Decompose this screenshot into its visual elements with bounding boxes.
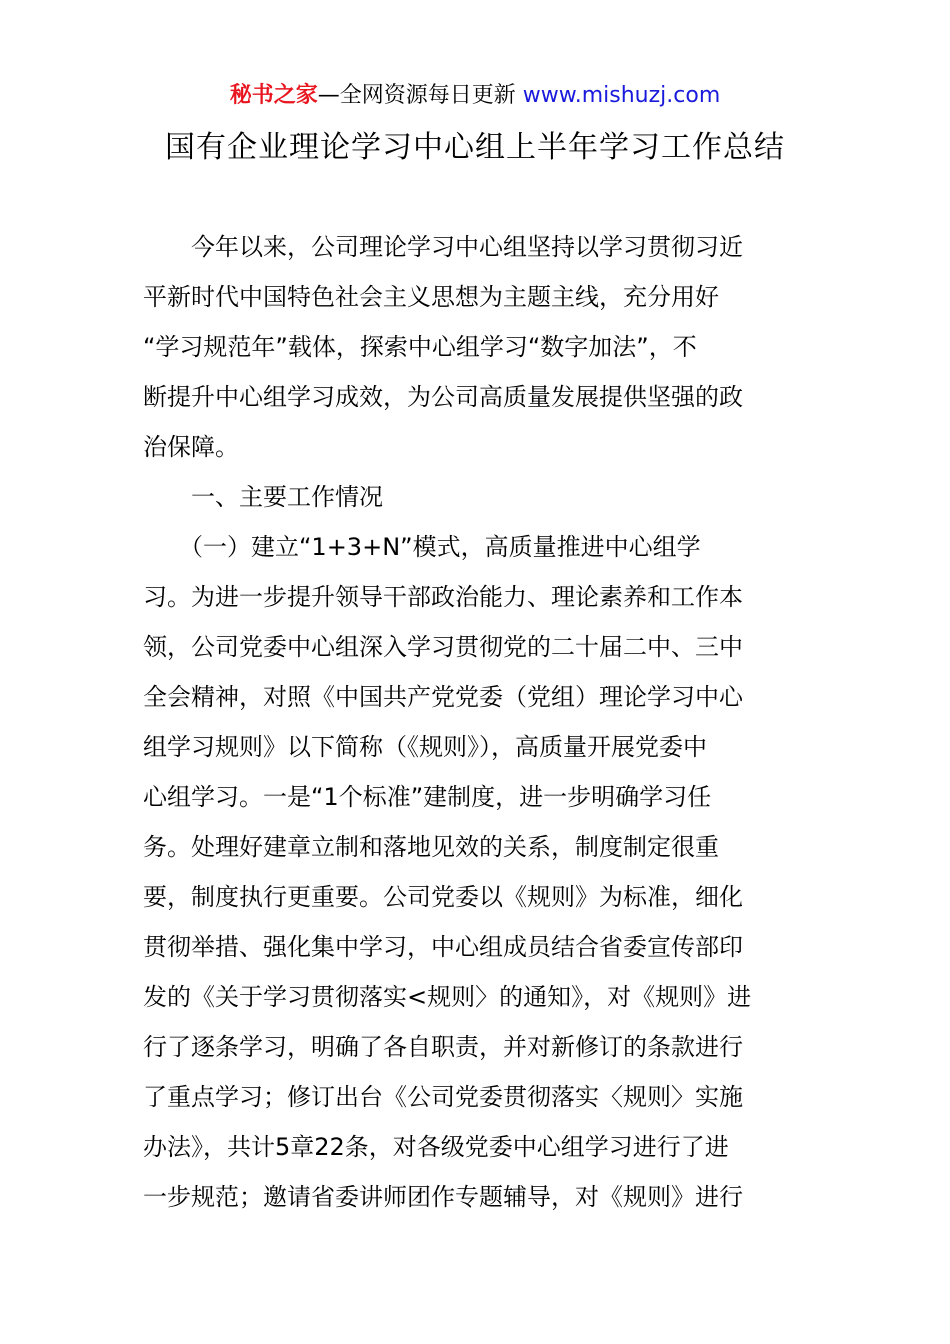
subsection-heading: （一）建立“1+3+N”模式，高质量推进中心组学 (143, 533, 701, 561)
body-line: 平新时代中国特色社会主义思想为主题主线，充分用好 (143, 283, 719, 311)
site-header (0, 80, 950, 112)
body-line: 发的《关于学习贯彻落实<规则〉的通知》，对《规则》进 (143, 983, 752, 1011)
body-line: 组学习规则》以下简称（《规则》），高质量开展党委中 (143, 733, 707, 761)
body-line: 治保障。 (143, 433, 239, 461)
body-line: 了重点学习；修订出台《公司党委贯彻落实〈规则〉实施 (143, 1083, 743, 1111)
body-line: 断提升中心组学习成效，为公司高质量发展提供坚强的政 (143, 383, 743, 411)
body-line: 今年以来，公司理论学习中心组坚持以学习贯彻习近 (143, 233, 743, 261)
body-line: 务。处理好建章立制和落地见效的关系，制度制定很重 (143, 833, 719, 861)
body-line: “学习规范年”载体，探索中心组学习“数字加法”，不 (143, 333, 697, 361)
body-line: 领，公司党委中心组深入学习贯彻党的二十届二中、三中 (143, 633, 743, 661)
header-slogan: —全网资源每日更新 (317, 83, 516, 108)
body-line: 一步规范；邀请省委讲师团作专题辅导，对《规则》进行 (143, 1183, 743, 1211)
body-line: 习。为进一步提升领导干部政治能力、理论素养和工作本 (143, 583, 743, 611)
brand-name: 秘书之家 (229, 83, 318, 108)
body-line: 贯彻举措、强化集中学习，中心组成员结合省委宣传部印 (143, 933, 743, 961)
body-line: 心组学习。一是“1个标准”建制度，进一步明确学习任 (143, 783, 712, 811)
body-line: 要，制度执行更重要。公司党委以《规则》为标准，细化 (143, 883, 743, 911)
body-line: 行了逐条学习，明确了各自职责，并对新修订的条款进行 (143, 1033, 743, 1061)
section-heading: 一、主要工作情况 (143, 483, 383, 511)
document-title: 国有企业理论学习中心组上半年学习工作总结 (165, 130, 785, 165)
body-line: 全会精神，对照《中国共产党党委（党组）理论学习中心 (143, 683, 743, 711)
site-url-link[interactable]: www.mishuzj.com (522, 83, 721, 108)
body-line: 办法》，共计5章22条，对各级党委中心组学习进行了进 (143, 1133, 729, 1161)
